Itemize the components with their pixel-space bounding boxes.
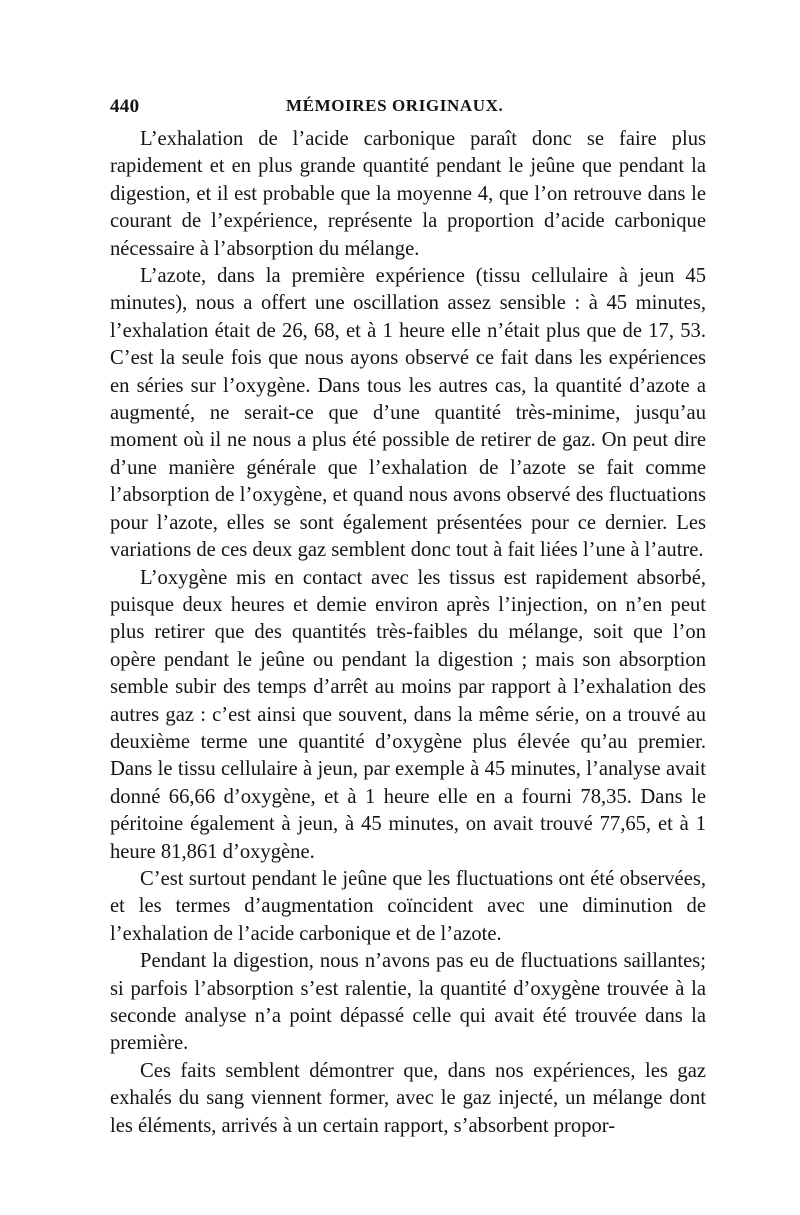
paragraph-oxygen: L’oxygène mis en contact avec les tissus est rapidement absorbé, puisque deux heures et demie environ après l’injection, on n’en peut plus retirer que des quantités très-faibles du mélange, soit que l’on opère pendant le jeûne ou pendant la digestion ; mais son absorption semble subir des temps d’arrêt au moins par rapport à l’exhalation des autres gaz : c’est ainsi que souvent, dans la même série, on a trouvé au deuxième terme une quantité d’oxygène plus élevée qu’au premier. Dans le tissu cellulaire à jeun, par exemple à 45 minutes, l’analyse avait donné 66,66 d’oxygène, et à 1 heure elle en a fourni 78,35. Dans le péritoine également à jeun, à 45 minutes, on avait trouvé 77,65, et à 1 heure 81,861 d’oxygène. [110, 566, 706, 863]
body-text [110, 126, 706, 1140]
paragraph-nitrogen: L’azote, dans la première expérience (tissu cellulaire à jeun 45 minutes), nous a offert une oscillation assez sensible : à 45 minutes, l’exhalation était de 26, 68, et à 1 heure elle n’était plus que de 17, 53. C’est la seule fois que nous ayons observé ce fait dans les expériences en séries sur l’oxygène. Dans tous les autres cas, la quantité d’azote a augmenté, ne serait-ce que d’une quantité très-minime, jusqu’au moment où il ne nous a plus été possible de retirer de gaz. On peut dire d’une manière générale que l’exhalation de l’azote se fait comme l’absorption de l’oxygène, et quand nous avons observé des fluctuations pour l’azote, elles se sont également présentées pour ce dernier. Les variations de ces deux gaz semblent donc tout à fait liées l’une à l’autre. [110, 265, 706, 562]
paragraph-conclusion: Ces faits semblent démontrer que, dans nos expériences, les gaz exhalés du sang viennent former, avec le gaz injecté, un mélange dont les éléments, arrivés à un certain rapport, s’absorbent propor- [110, 1059, 706, 1137]
paragraph-digestion: Pendant la digestion, nous n’avons pas eu de fluctuations saillantes; si parfois l’absorption s’est ralentie, la quantité d’oxygène trouvée à la seconde analyse n’a point dépassé celle qui avait été trouvée dans la première. [110, 950, 706, 1055]
paragraph-carbonic-acid: L’exhalation de l’acide carbonique paraît donc se faire plus rapidement et en plus grande quantité pendant le jeûne que pendant la digestion, et il est probable que la moyenne 4, que l’on retrouve dans le courant de l’expérience, représente la proportion d’acide carbonique nécessaire à l’absorption du mélange. [110, 128, 706, 260]
running-header [110, 92, 706, 126]
book-page [110, 92, 706, 1140]
page-number: 440 [110, 96, 140, 117]
running-title: MÉMOIRES ORIGINAUX. [286, 96, 504, 115]
paragraph-fasting-fluctuations: C’est surtout pendant le jeûne que les fluctuations ont été observées, et les termes d’augmentation coïncident avec une diminution de l’exhalation de l’acide carbonique et de l’azote. [110, 867, 706, 945]
